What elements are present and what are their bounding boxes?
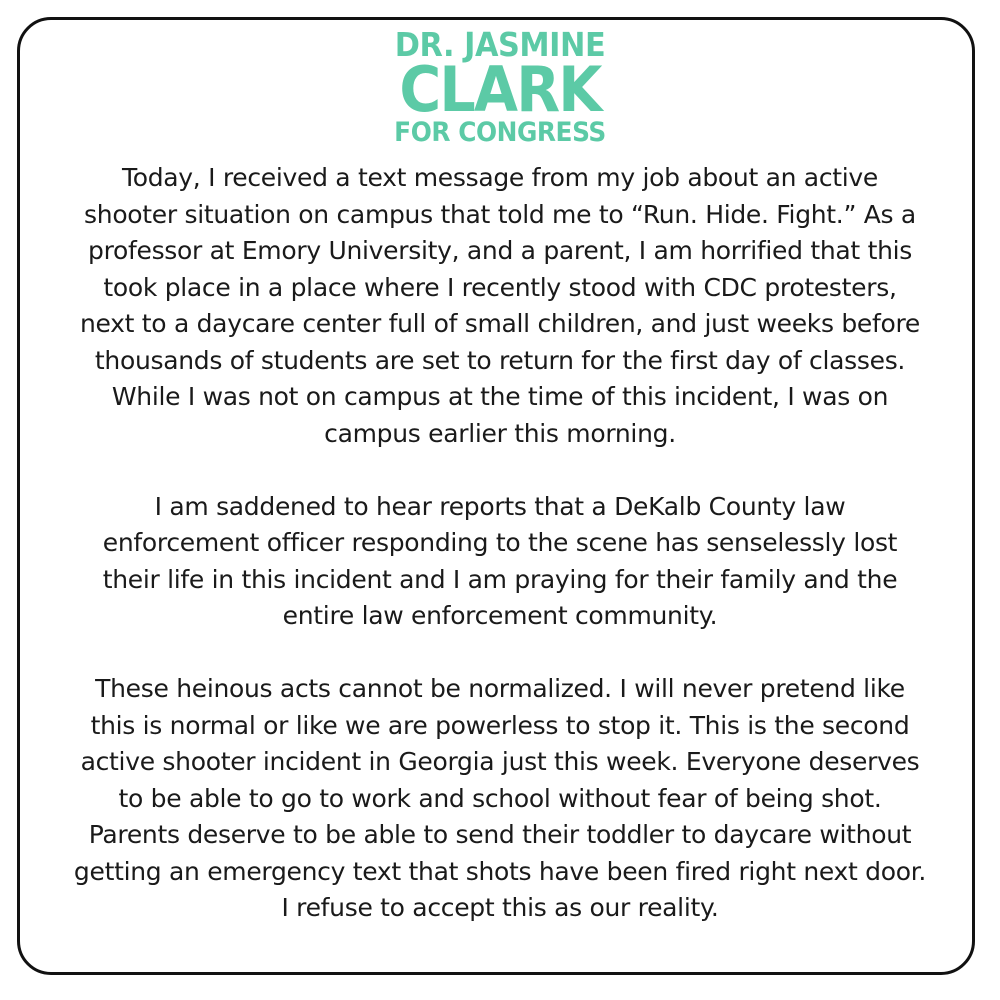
text-line: campus earlier this morning. [324,418,676,448]
paragraph-gap [40,452,960,489]
logo-tagline-line: FOR CONGRESS [394,117,606,148]
text-line: to be able to go to work and school without fear of being shot. [118,783,882,813]
text-line: their life in this incident and I am praying for their family and the [102,564,898,594]
campaign-logo [0,25,1000,148]
statement-body [40,160,960,927]
text-line: active shooter incident in Georgia just this week. Everyone deserves [80,747,920,776]
text-line: These heinous acts cannot be normalized. I will never pretend like [95,674,905,703]
text-line: getting an emergency text that shots have been fired right next door. [73,856,927,886]
text-line: I refuse to accept this as our reality. [281,893,719,922]
logo-name-line: DR. JASMINE [394,25,606,64]
paragraph-gap [40,635,960,672]
paragraph-officer [40,489,960,635]
text-line: professor at Emory University, and a parent, I am horrified that this [88,236,912,265]
text-line: shooter situation on campus that told me to “Run. Hide. Fight.” As a [84,199,916,229]
text-line: I am saddened to hear reports that a DeKalb County law [154,491,846,521]
paragraph-campus-shooting [40,160,960,452]
text-line: thousands of students are set to return for the first day of classes. [94,345,906,375]
logo-surname-line: CLARK [399,53,601,126]
text-line: While I was not on campus at the time of this incident, I was on [111,382,889,411]
text-line: this is normal or like we are powerless to stop it. This is the second [90,710,910,740]
paragraph-normalized [40,671,960,927]
text-line: took place in a place where I recently stood with CDC protesters, [103,272,897,302]
text-line: Parents deserve to be able to send their toddler to daycare without [88,820,912,849]
text-line: Today, I received a text message from my job about an active [122,163,878,192]
text-line: next to a daycare center full of small children, and just weeks before [79,309,921,338]
text-line: enforcement officer responding to the scene has senselessly lost [102,528,898,557]
text-line: entire law enforcement community. [282,601,718,630]
